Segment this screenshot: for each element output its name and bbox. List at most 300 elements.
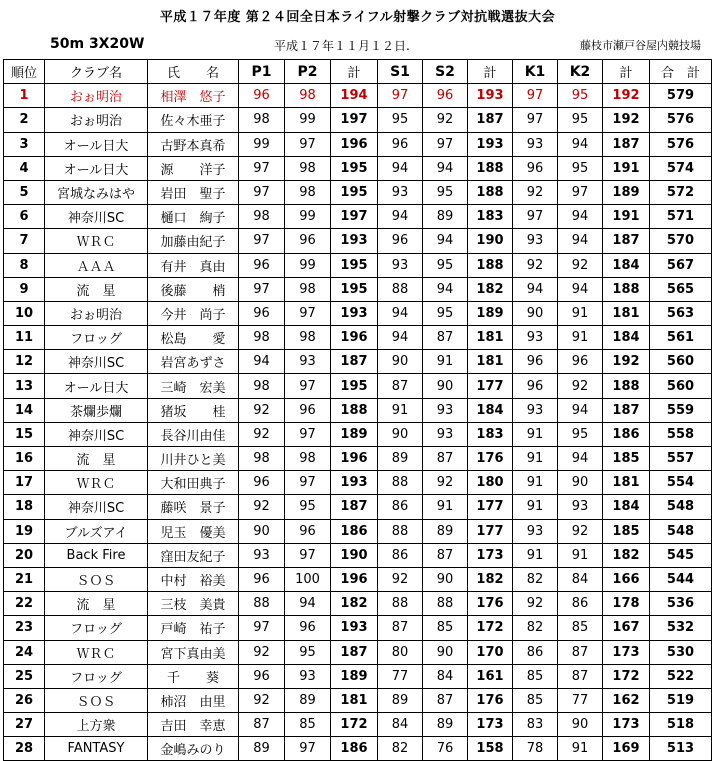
grand-total-cell: 563 [650,301,712,325]
p2-cell: 100 [285,567,331,591]
p1-cell: 98 [239,374,285,398]
p1-cell: 90 [239,519,285,543]
club-cell: ＷＲＣ [45,640,148,664]
grand-total-cell: 572 [650,180,712,204]
standing-total-cell: 170 [468,640,513,664]
p1-cell: 97 [239,229,285,253]
club-cell: 茶爛歩爛 [45,398,148,422]
p1-cell: 97 [239,277,285,301]
s2-cell: 76 [423,737,468,761]
s2-cell: 95 [423,301,468,325]
p2-cell: 93 [285,664,331,688]
standing-total-cell: 181 [468,326,513,350]
k2-cell: 90 [558,471,603,495]
p2-cell: 97 [285,543,331,567]
s2-cell: 88 [423,592,468,616]
grand-total-cell: 574 [650,156,712,180]
name-cell: 松島 愛 [148,326,239,350]
p2-cell: 97 [285,737,331,761]
standing-total-cell: 193 [468,84,513,108]
p1-cell: 97 [239,180,285,204]
p1-cell: 92 [239,495,285,519]
table-row [4,205,712,229]
p1-cell: 94 [239,350,285,374]
s2-cell: 95 [423,180,468,204]
s2-cell: 97 [423,132,468,156]
grand-total-cell: 548 [650,495,712,519]
name-cell: 岩田 聖子 [148,180,239,204]
grand-total-cell: 518 [650,713,712,737]
table-row [4,495,712,519]
club-cell: 流 星 [45,592,148,616]
s2-cell: 95 [423,253,468,277]
s1-cell: 88 [378,471,423,495]
rank-cell: 13 [4,374,45,398]
standing-total-cell: 188 [468,253,513,277]
p1-cell: 92 [239,688,285,712]
s2-cell: 94 [423,156,468,180]
table-row [4,543,712,567]
k2-cell: 91 [558,301,603,325]
table-row [4,326,712,350]
prone-total-cell: 187 [331,640,378,664]
p1-cell: 99 [239,132,285,156]
s1-cell: 86 [378,543,423,567]
k1-cell: 93 [513,326,558,350]
s1-cell: 94 [378,301,423,325]
club-cell: 神奈川SC [45,205,148,229]
s1-cell: 93 [378,253,423,277]
s2-cell: 87 [423,447,468,471]
name-cell: 古野本真希 [148,132,239,156]
grand-total-cell: 565 [650,277,712,301]
k1-cell: 92 [513,253,558,277]
name-cell: 児玉 優美 [148,519,239,543]
s1-cell: 91 [378,398,423,422]
k2-cell: 95 [558,422,603,446]
standing-total-cell: 181 [468,350,513,374]
prone-total-cell: 193 [331,616,378,640]
club-cell: ＷＲＣ [45,229,148,253]
name-cell: 源 洋子 [148,156,239,180]
k2-cell: 96 [558,350,603,374]
p2-cell: 98 [285,180,331,204]
p2-cell: 98 [285,84,331,108]
prone-total-cell: 182 [331,592,378,616]
name-cell: 加藤由紀子 [148,229,239,253]
k1-cell: 96 [513,350,558,374]
kneeling-total-cell: 188 [603,277,650,301]
k2-cell: 97 [558,180,603,204]
s1-cell: 88 [378,592,423,616]
s1-cell: 95 [378,108,423,132]
grand-total-cell: 545 [650,543,712,567]
k1-cell: 82 [513,616,558,640]
p2-cell: 98 [285,447,331,471]
p2-cell: 96 [285,398,331,422]
club-cell: おぉ明治 [45,84,148,108]
p1-cell: 96 [239,567,285,591]
p1-cell: 96 [239,664,285,688]
club-cell: ＷＲＣ [45,471,148,495]
table-row [4,350,712,374]
k1-cell: 94 [513,277,558,301]
table-row [4,398,712,422]
table-row [4,616,712,640]
s1-cell: 96 [378,229,423,253]
kneeling-total-cell: 191 [603,205,650,229]
kneeling-total-cell: 192 [603,350,650,374]
k2-cell: 94 [558,447,603,471]
page-title: 平成１７年度 第２４回全日本ライフル射撃クラブ対抗戦選抜大会 [159,10,556,25]
s2-cell: 87 [423,688,468,712]
k1-cell: 93 [513,229,558,253]
prone-total-cell: 193 [331,471,378,495]
club-cell: フロッグ [45,664,148,688]
kneeling-total-cell: 173 [603,713,650,737]
rank-cell: 24 [4,640,45,664]
standing-total-cell: 193 [468,132,513,156]
s1-cell: 87 [378,374,423,398]
standing-total-cell: 176 [468,688,513,712]
table-row [4,374,712,398]
k2-cell: 85 [558,616,603,640]
s2-cell: 93 [423,398,468,422]
k2-cell: 94 [558,229,603,253]
s2-cell: 91 [423,495,468,519]
column-header-s2: S2 [423,60,468,84]
s1-cell: 93 [378,180,423,204]
prone-total-cell: 186 [331,737,378,761]
standing-total-cell: 177 [468,519,513,543]
table-row [4,84,712,108]
kneeling-total-cell: 185 [603,519,650,543]
grand-total-cell: 544 [650,567,712,591]
table-header-row [4,60,712,84]
table-row [4,277,712,301]
prone-total-cell: 188 [331,398,378,422]
rank-cell: 28 [4,737,45,761]
k2-cell: 84 [558,567,603,591]
rank-cell: 15 [4,422,45,446]
k2-cell: 91 [558,543,603,567]
prone-total-cell: 189 [331,664,378,688]
k1-cell: 93 [513,398,558,422]
table-row [4,132,712,156]
k1-cell: 78 [513,737,558,761]
s2-cell: 93 [423,422,468,446]
k2-cell: 94 [558,277,603,301]
kneeling-total-cell: 169 [603,737,650,761]
standing-total-cell: 172 [468,616,513,640]
standing-total-cell: 183 [468,422,513,446]
table-row [4,519,712,543]
rank-cell: 23 [4,616,45,640]
k1-cell: 85 [513,688,558,712]
s2-cell: 96 [423,84,468,108]
name-cell: 猪坂 桂 [148,398,239,422]
s2-cell: 87 [423,543,468,567]
p2-cell: 99 [285,205,331,229]
p2-cell: 96 [285,519,331,543]
club-cell: 流 星 [45,447,148,471]
kneeling-total-cell: 192 [603,108,650,132]
club-cell: オール日大 [45,132,148,156]
p1-cell: 96 [239,253,285,277]
standing-total-cell: 188 [468,156,513,180]
prone-total-cell: 181 [331,688,378,712]
name-cell: 三枝 美貴 [148,592,239,616]
standing-total-cell: 158 [468,737,513,761]
p2-cell: 98 [285,156,331,180]
p2-cell: 94 [285,592,331,616]
table-row [4,301,712,325]
club-cell: Back Fire [45,543,148,567]
p2-cell: 85 [285,713,331,737]
prone-total-cell: 197 [331,205,378,229]
s1-cell: 88 [378,519,423,543]
club-cell: 神奈川SC [45,495,148,519]
prone-total-cell: 187 [331,350,378,374]
s1-cell: 94 [378,156,423,180]
column-header-kneeling-total: 計 [603,60,650,84]
grand-total-cell: 519 [650,688,712,712]
standing-total-cell: 177 [468,495,513,519]
rank-cell: 4 [4,156,45,180]
kneeling-total-cell: 187 [603,398,650,422]
column-header-rank: 順位 [4,60,45,84]
name-cell: 柿沼 由里 [148,688,239,712]
table-row [4,253,712,277]
rank-cell: 26 [4,688,45,712]
rank-cell: 22 [4,592,45,616]
s1-cell: 90 [378,422,423,446]
name-cell: 長谷川由佳 [148,422,239,446]
column-header-prone-total: 計 [331,60,378,84]
rank-cell: 27 [4,713,45,737]
k2-cell: 94 [558,205,603,229]
prone-total-cell: 189 [331,422,378,446]
p1-cell: 96 [239,301,285,325]
s1-cell: 77 [378,664,423,688]
name-cell: 大和田典子 [148,471,239,495]
k2-cell: 91 [558,737,603,761]
name-cell: 後藤 梢 [148,277,239,301]
prone-total-cell: 195 [331,374,378,398]
standing-total-cell: 182 [468,277,513,301]
s1-cell: 82 [378,737,423,761]
prone-total-cell: 196 [331,447,378,471]
k2-cell: 77 [558,688,603,712]
prone-total-cell: 195 [331,156,378,180]
k1-cell: 92 [513,180,558,204]
kneeling-total-cell: 172 [603,664,650,688]
s1-cell: 80 [378,640,423,664]
prone-total-cell: 195 [331,277,378,301]
grand-total-cell: 522 [650,664,712,688]
event-venue: 藤枝市瀬戸谷屋内競技場 [580,39,701,52]
grand-total-cell: 560 [650,350,712,374]
kneeling-total-cell: 187 [603,132,650,156]
p1-cell: 88 [239,592,285,616]
results-table [3,59,712,761]
grand-total-cell: 513 [650,737,712,761]
table-row [4,737,712,761]
standing-total-cell: 182 [468,567,513,591]
name-cell: 中村 裕美 [148,567,239,591]
k2-cell: 92 [558,374,603,398]
k1-cell: 91 [513,447,558,471]
name-cell: 岩宮あずさ [148,350,239,374]
rank-cell: 10 [4,301,45,325]
grand-total-cell: 576 [650,108,712,132]
k1-cell: 91 [513,495,558,519]
table-row [4,688,712,712]
prone-total-cell: 196 [331,132,378,156]
rank-cell: 19 [4,519,45,543]
s2-cell: 89 [423,713,468,737]
k1-cell: 83 [513,713,558,737]
s1-cell: 86 [378,495,423,519]
kneeling-total-cell: 186 [603,422,650,446]
club-cell: 宮城なみはや [45,180,148,204]
kneeling-total-cell: 181 [603,301,650,325]
club-cell: おぉ明治 [45,108,148,132]
k1-cell: 93 [513,519,558,543]
s2-cell: 90 [423,567,468,591]
s2-cell: 92 [423,108,468,132]
k2-cell: 91 [558,326,603,350]
prone-total-cell: 186 [331,519,378,543]
name-cell: 有井 真由 [148,253,239,277]
kneeling-total-cell: 162 [603,688,650,712]
s2-cell: 87 [423,326,468,350]
p2-cell: 95 [285,495,331,519]
p1-cell: 98 [239,326,285,350]
p1-cell: 98 [239,447,285,471]
grand-total-cell: 536 [650,592,712,616]
k1-cell: 82 [513,567,558,591]
s1-cell: 94 [378,205,423,229]
s2-cell: 90 [423,640,468,664]
name-cell: 川井ひと美 [148,447,239,471]
rank-cell: 16 [4,447,45,471]
table-row [4,640,712,664]
standing-total-cell: 161 [468,664,513,688]
rank-cell: 7 [4,229,45,253]
prone-total-cell: 193 [331,301,378,325]
p2-cell: 98 [285,326,331,350]
table-row [4,156,712,180]
column-header-s1: S1 [378,60,423,84]
club-cell: ブルズアイ [45,519,148,543]
grand-total-cell: 559 [650,398,712,422]
column-header-k2: K2 [558,60,603,84]
k2-cell: 92 [558,253,603,277]
rank-cell: 2 [4,108,45,132]
standing-total-cell: 184 [468,398,513,422]
k2-cell: 86 [558,592,603,616]
grand-total-cell: 532 [650,616,712,640]
club-cell: オール日大 [45,374,148,398]
s1-cell: 96 [378,132,423,156]
k2-cell: 95 [558,84,603,108]
kneeling-total-cell: 185 [603,447,650,471]
club-cell: 上方衆 [45,713,148,737]
k2-cell: 92 [558,519,603,543]
kneeling-total-cell: 167 [603,616,650,640]
column-header-grand-total: 合 計 [650,60,712,84]
prone-total-cell: 196 [331,567,378,591]
p2-cell: 89 [285,688,331,712]
prone-total-cell: 190 [331,543,378,567]
s1-cell: 94 [378,326,423,350]
s1-cell: 92 [378,567,423,591]
kneeling-total-cell: 189 [603,180,650,204]
p2-cell: 97 [285,471,331,495]
rank-cell: 17 [4,471,45,495]
name-cell: 樋口 絢子 [148,205,239,229]
p1-cell: 97 [239,616,285,640]
club-cell: ＡＡＡ [45,253,148,277]
standing-total-cell: 183 [468,205,513,229]
grand-total-cell: 571 [650,205,712,229]
s2-cell: 85 [423,616,468,640]
p2-cell: 99 [285,253,331,277]
table-row [4,422,712,446]
s2-cell: 94 [423,277,468,301]
k1-cell: 91 [513,422,558,446]
p1-cell: 98 [239,108,285,132]
name-cell: 吉田 幸恵 [148,713,239,737]
kneeling-total-cell: 182 [603,543,650,567]
results-body [4,84,712,761]
p1-cell: 92 [239,640,285,664]
p2-cell: 96 [285,616,331,640]
prone-total-cell: 187 [331,495,378,519]
k2-cell: 93 [558,495,603,519]
rank-cell: 12 [4,350,45,374]
prone-total-cell: 172 [331,713,378,737]
k1-cell: 91 [513,471,558,495]
s1-cell: 87 [378,616,423,640]
kneeling-total-cell: 184 [603,326,650,350]
rank-cell: 8 [4,253,45,277]
name-cell: 金嶋みのり [148,737,239,761]
table-row [4,229,712,253]
column-header-standing-total: 計 [468,60,513,84]
kneeling-total-cell: 184 [603,495,650,519]
rank-cell: 18 [4,495,45,519]
k2-cell: 95 [558,156,603,180]
name-cell: 今井 尚子 [148,301,239,325]
s1-cell: 97 [378,84,423,108]
column-header-k1: K1 [513,60,558,84]
grand-total-cell: 557 [650,447,712,471]
standing-total-cell: 173 [468,713,513,737]
club-cell: フロッグ [45,326,148,350]
kneeling-total-cell: 192 [603,84,650,108]
table-row [4,471,712,495]
name-cell: 相澤 悠子 [148,84,239,108]
s2-cell: 94 [423,229,468,253]
rank-cell: 6 [4,205,45,229]
club-cell: 流 星 [45,277,148,301]
kneeling-total-cell: 187 [603,229,650,253]
kneeling-total-cell: 181 [603,471,650,495]
table-row [4,592,712,616]
rank-cell: 9 [4,277,45,301]
